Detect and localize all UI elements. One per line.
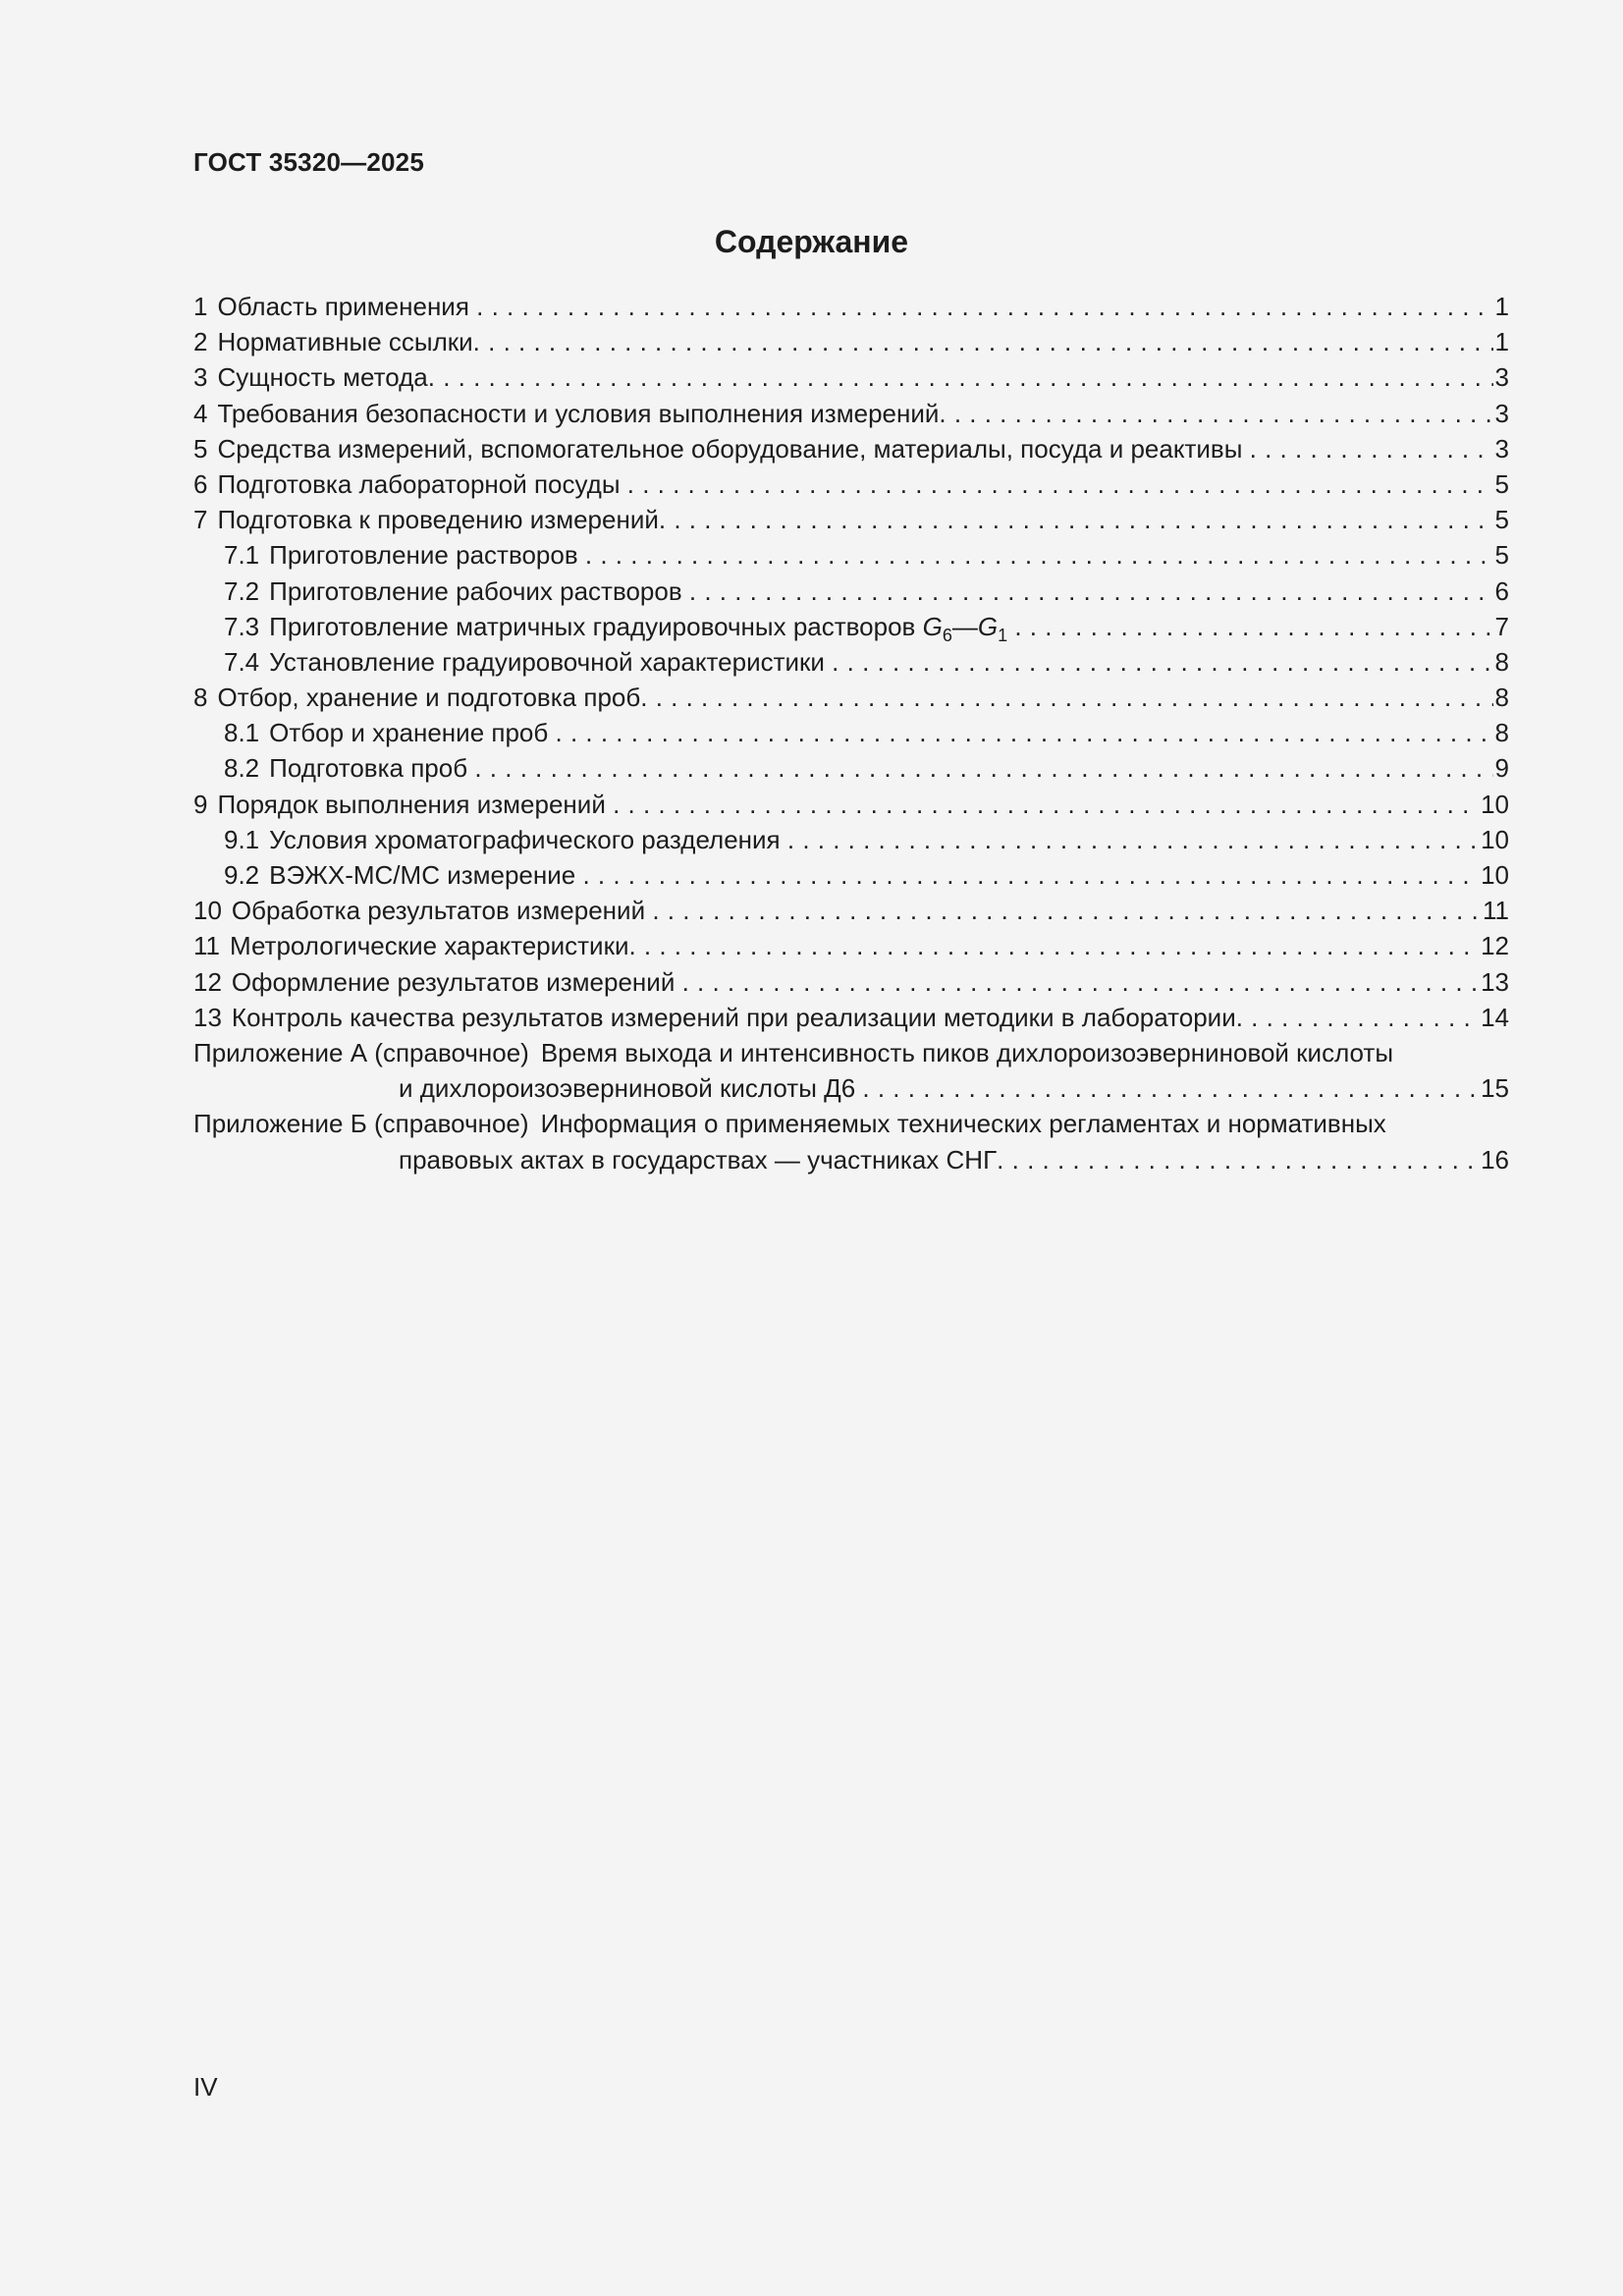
toc-entry-page: 8 [1493,644,1509,680]
toc-entry-text: Порядок выполнения измерений [217,789,606,819]
toc-entry-number: 3 [193,362,208,393]
toc-entry-page: 5 [1493,537,1509,573]
annex-title: Информация о применяемых технических регламентах и нормативных [540,1109,1386,1139]
toc-entry-page: 10 [1479,822,1509,857]
toc-entry-page: 9 [1493,750,1509,786]
toc-entry-page: 11 [1481,893,1509,928]
formula-g: G [977,611,999,641]
toc-entry-3[interactable] [193,359,1509,395]
toc-entry-7[interactable] [193,502,1509,537]
toc-entry-number: 7.2 [224,575,260,606]
toc-entry-page: 5 [1493,502,1509,537]
toc-entry-number: 11 [193,931,220,961]
document-id: ГОСТ 35320—2025 [193,147,424,177]
toc-entry-text: Сущность метода [217,362,428,393]
toc-entry-text: Средства измерений, вспомогательное оборудование, материалы, посуда и реактивы [217,433,1243,464]
formula-g: G [922,611,943,641]
toc-entry-page: 7 [1493,609,1509,644]
toc-entry-number: 4 [193,398,208,428]
formula-subscript: 1 [998,625,1008,644]
toc-entry-11[interactable] [193,928,1509,963]
toc-entry-7-3[interactable] [193,609,1509,644]
toc-entry-number: 7.1 [224,540,260,571]
toc-entry-number: 7.4 [224,646,260,677]
toc-entry-page: 14 [1479,1000,1509,1035]
table-of-contents [193,289,1509,1177]
toc-entry-text: Требования безопасности и условия выполнения измерений [217,398,940,428]
toc-entry-9[interactable] [193,787,1509,822]
toc-entry-text: Оформление результатов измерений [231,966,676,997]
toc-entry-page: 1 [1493,324,1509,359]
toc-entry-1[interactable] [193,289,1509,324]
toc-entry-page: 6 [1493,574,1509,609]
toc-entry-number: 5 [193,433,208,464]
toc-entry-7-4[interactable] [193,644,1509,680]
toc-entry-number: 6 [193,468,208,499]
toc-entry-page: 12 [1479,928,1509,963]
toc-entry-8[interactable] [193,680,1509,715]
annex-label: Приложение Б (справочное) [193,1109,529,1139]
toc-entry-page: 3 [1493,431,1509,466]
toc-entry-text: Подготовка лабораторной посуды [217,468,621,499]
toc-entry-9-1[interactable] [193,822,1509,857]
annex-title: Время выхода и интенсивность пиков дихлороизоэверниновой кислоты [540,1037,1394,1067]
toc-entry-page: 16 [1479,1142,1509,1177]
toc-entry-page: 15 [1479,1070,1509,1106]
toc-entry-number: 9.2 [224,860,260,890]
toc-entry-text: Метрологические характеристики [230,931,629,961]
toc-entry-number: 8.2 [224,753,260,784]
toc-entry-8-2[interactable] [193,750,1509,786]
toc-entry-text: Приготовление рабочих растворов [269,575,682,606]
toc-entry-number: 7.3 [224,611,260,641]
toc-entry-8-1[interactable] [193,715,1509,750]
annex-title-continued: и дихлороизоэверниновой кислоты Д6 [399,1073,856,1104]
toc-entry-number: 12 [193,966,222,997]
toc-entry-13[interactable] [193,1000,1509,1035]
toc-entry-number: 1 [193,292,208,321]
toc-entry-number: 10 [193,896,222,926]
toc-entry-text: Обработка результатов измерений [231,896,646,926]
toc-annex-b-line2[interactable] [193,1142,1509,1177]
toc-entry-text: Установление градуировочной характеристики [269,646,825,677]
toc-entry-number: 7 [193,505,208,535]
toc-entry-9-2[interactable] [193,857,1509,893]
toc-entry-12[interactable] [193,964,1509,1000]
toc-entry-4[interactable] [193,396,1509,431]
toc-annex-a-line1[interactable] [193,1035,1509,1070]
toc-entry-text: Отбор и хранение проб [269,718,549,748]
toc-entry-page: 5 [1493,466,1509,502]
toc-entry-text: Отбор, хранение и подготовка проб [217,683,641,713]
toc-entry-text: ВЭЖХ-МС/МС измерение [269,860,576,890]
toc-entry-text: Контроль качества результатов измерений при реализации методики в лаборатории [231,1002,1236,1032]
toc-entry-2[interactable] [193,324,1509,359]
toc-entry-text: Область применения [217,292,469,321]
toc-entry-number: 8.1 [224,718,260,748]
toc-entry-6[interactable] [193,466,1509,502]
toc-entry-text: Подготовка проб [269,753,468,784]
toc-title: Содержание [714,224,909,259]
toc-entry-page: 1 [1493,289,1509,324]
page-number: IV [193,2072,218,2102]
annex-label: Приложение А (справочное) [193,1037,529,1067]
formula-dash: — [951,611,978,641]
toc-entry-page: 8 [1493,680,1509,715]
toc-entry-page: 3 [1493,396,1509,431]
toc-entry-text: Нормативные ссылки [217,327,473,357]
toc-entry-page: 3 [1493,359,1509,395]
toc-annex-b-line1[interactable] [193,1106,1509,1141]
toc-entry-10[interactable] [193,893,1509,928]
annex-title-continued: правовых актах в государствах — участниках СНГ [399,1144,998,1175]
toc-entry-number: 9.1 [224,824,260,854]
toc-entry-number: 8 [193,683,208,713]
toc-entry-text: Приготовление растворов [269,540,578,571]
toc-entry-page: 10 [1479,787,1509,822]
toc-entry-text: Подготовка к проведению измерений [217,505,659,535]
toc-entry-text: Приготовление матричных градуировочных растворов [269,611,916,641]
toc-entry-number: 9 [193,789,208,819]
toc-entry-text: Условия хроматографического разделения [269,824,781,854]
toc-entry-page: 10 [1479,857,1509,893]
toc-entry-page: 13 [1479,964,1509,1000]
toc-entry-page: 8 [1493,715,1509,750]
toc-annex-a-line2[interactable] [193,1070,1509,1106]
toc-entry-7-2[interactable] [193,574,1509,609]
toc-entry-number: 13 [193,1002,222,1032]
formula-subscript: 6 [942,625,952,644]
toc-entry-7-1[interactable] [193,537,1509,573]
toc-entry-number: 2 [193,327,208,357]
toc-entry-5[interactable] [193,431,1509,466]
